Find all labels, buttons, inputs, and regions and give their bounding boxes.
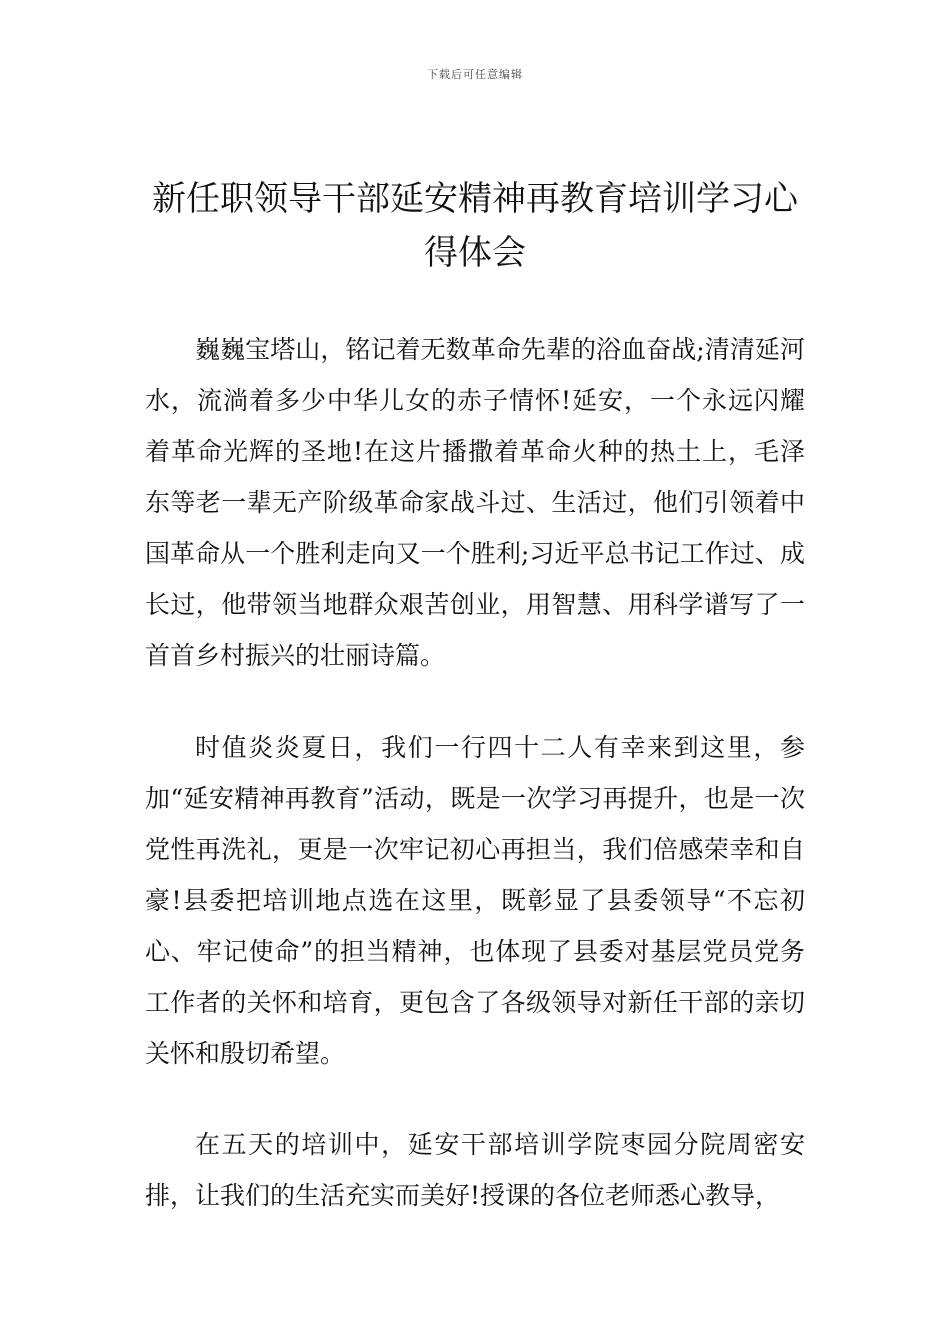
paragraph-3: 在五天的培训中，延安干部培训学院枣园分院周密安排，让我们的生活充实而美好!授课的各位老师悉心教导， <box>145 1130 805 1210</box>
header-note: 下载后可任意编辑 <box>427 68 523 81</box>
document-title: 新任职领导干部延安精神再教育培训学习心得体会 <box>152 179 798 273</box>
paragraph-1: 巍巍宝塔山，铭记着无数革命先辈的浴血奋战;清清延河水，流淌着多少中华儿女的赤子情怀!延安，一个永远闪耀着革命光辉的圣地!在这片播撒着革命火种的热土上，毛泽东等老一辈无产阶级革命家战斗过、生活过，他们引领着中国革命从一个胜利走向又一个胜利;习近平总书记工作过、成长过，他带领当地群众艰苦创业，用智慧、用科学谱写了一首首乡村振兴的壮丽诗篇。 <box>145 335 805 670</box>
paragraph-2: 时值炎炎夏日，我们一行四十二人有幸来到这里，参加“延安精神再教育”活动，既是一次学习再提升，也是一次党性再洗礼，更是一次牢记初心再担当，我们倍感荣幸和自豪!县委把培训地点选在这里，既彰显了县委领导“不忘初心、牢记使命”的担当精神，也体现了县委对基层党员党务工作者的关怀和培育，更包含了各级领导对新任干部的亲切关怀和殷切希望。 <box>145 733 805 1068</box>
